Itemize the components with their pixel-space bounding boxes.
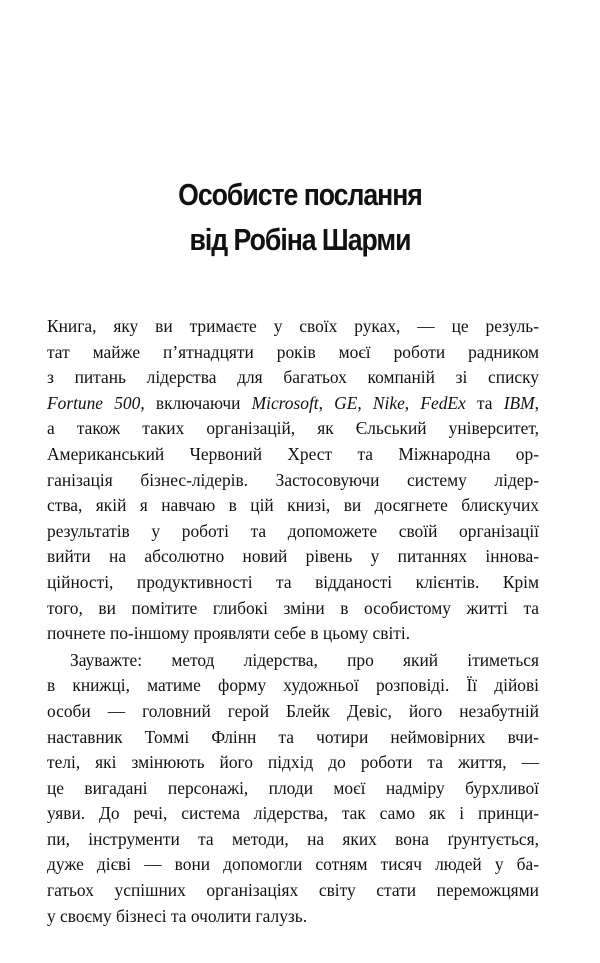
text-line: особи — головний герой Блейк Девіс, його незабутній	[47, 700, 539, 721]
company-name: IBM	[503, 392, 535, 413]
company-name: Fortune 500	[47, 392, 141, 413]
text-line: Американський Червоний Хрест та Міжнародна ор-	[47, 443, 539, 464]
text-line	[47, 391, 539, 417]
paragraph-2	[47, 648, 539, 930]
text-line: ства, якій я навчаю в цій книзі, ви досягнете блискучих	[47, 495, 539, 516]
text-line: дуже дієві — вони допомогли сотням тисяч людей у ба-	[47, 854, 539, 875]
text-fragment: ,	[404, 392, 421, 413]
text-line: вийти на абсолютно новий рівень у питаннях іннова-	[47, 546, 539, 567]
text-line: телі, які змінюють його підхід до роботи та життя, —	[47, 752, 539, 773]
text-fragment: ,	[534, 392, 539, 413]
title-line-2: від Робіна Шарми	[189, 222, 411, 257]
text-line: ганізація бізнес-лідерів. Застосовуючи систему лідер-	[47, 469, 539, 490]
body-text	[47, 314, 539, 929]
text-line: результатів у роботі та допоможете своїй організації	[47, 520, 539, 541]
text-line: наставник Томмі Флінн та чотири неймовірних вчи-	[47, 726, 539, 747]
text-line: в книжці, матиме форму художньої розповіді. Її дійові	[47, 675, 539, 696]
text-fragment: ,	[357, 392, 373, 413]
text-line: почнете по-іншому проявляти себе в цьому світі.	[47, 623, 411, 644]
company-name: FedEx	[420, 392, 466, 413]
company-name: Nike	[372, 392, 405, 413]
text-line: тат майже п’ятнадцяти років моєї роботи радником	[47, 341, 539, 362]
company-name: Microsoft	[251, 392, 319, 413]
text-line: гатьох успішних організаціях світу стати переможцями	[47, 880, 539, 901]
company-name: GE	[334, 392, 358, 413]
text-fragment: , включаючи	[140, 392, 252, 413]
text-line: уяви. До речі, система лідерства, так само як і принци-	[47, 803, 539, 824]
text-line: з питань лідерства для багатьох компаній зі списку	[47, 367, 539, 388]
text-fragment: ,	[318, 392, 335, 413]
text-line: Книга, яку ви тримаєте у своїх руках, — це резуль-	[47, 316, 539, 336]
text-line: це вигадані персонажі, плоди моєї надміру бурхливої	[47, 777, 539, 798]
text-line: ційності, продуктивності та відданості клієнтів. Крім	[47, 571, 539, 592]
title-line-1: Особисте послання	[178, 177, 422, 212]
paragraph-1	[47, 314, 539, 647]
text-line: того, ви помітите глибокі зміни в особистому житті та	[47, 597, 539, 618]
text-line: Зауважте: метод лідерства, про який ітиметься	[70, 649, 539, 670]
text-fragment: та	[465, 392, 504, 413]
text-line: а також таких організацій, як Єльський університет,	[47, 418, 539, 439]
text-line: у своєму бізнесі та очолити галузь.	[47, 905, 308, 926]
page-title	[42, 172, 558, 262]
text-line: пи, інструменти та методи, на яких вона ґрунтується,	[47, 828, 539, 849]
